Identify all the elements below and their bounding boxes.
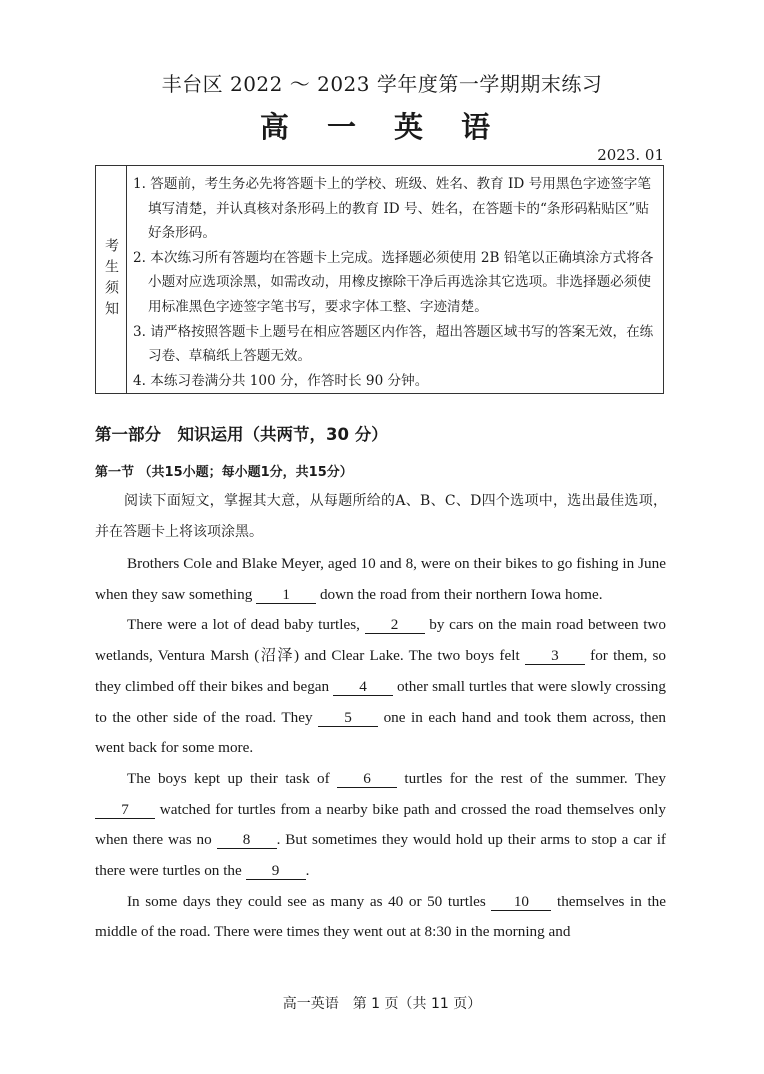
answer-blank: 2 [365, 617, 425, 634]
section-instruction: 阅读下面短文，掌握其大意，从每题所给的A、B、C、D四个选项中，选出最佳选项，并在答题卡上将该项涂黑。 [95, 493, 667, 540]
notice-item: 2. 本次练习所有答题均在答题卡上完成。选择题必须使用 2B 铅笔以正确填涂方式将各小题对应选项涂黑，如需改动，用橡皮擦除干净后再选涂其它选项。非选择题必须使用标准黑色字迹签字笔书写，要求字体工整、字迹清楚。 [133, 249, 654, 315]
notice-side-label [96, 166, 127, 393]
answer-blank: 7 [95, 802, 155, 819]
answer-blank: 10 [491, 894, 551, 911]
subject-title: 高 一 英 语 [259, 110, 505, 144]
passage-paragraph: There were a lot of dead baby turtles, 2 by cars on the main road between two wetlands, Ventura Marsh (沼泽) and Clear Lake. The two boys felt 3 for them, so they climbed off their bikes and began 4 other small turtles that were slowly crossing to the other side of the road. They 5 one in each hand and took them across, then went back for some more. [95, 616, 666, 757]
page-footer: 高一英语 第 1 页（共 11 页） [282, 996, 482, 1012]
candidate-notice-box [95, 165, 664, 394]
answer-blank: 6 [337, 771, 397, 788]
section-one-heading: 第一节 （共15小题；每小题1分，共15分） [95, 465, 353, 480]
cloze-passage [95, 549, 666, 948]
answer-blank: 5 [318, 710, 378, 727]
answer-blank: 3 [525, 648, 585, 665]
passage-paragraph: Brothers Cole and Blake Meyer, aged 10 and 8, were on their bikes to go fishing in June when they saw something 1 down the road from their northern Iowa home. [95, 555, 666, 603]
notice-item: 4. 本练习卷满分共 100 分，作答时长 90 分钟。 [133, 372, 429, 389]
answer-blank: 9 [246, 863, 306, 880]
notice-item: 1. 答题前，考生务必先将答题卡上的学校、班级、姓名、教育 ID 号用黑色字迹签字笔填写清楚，并认真核对条形码上的教育 ID 号、姓名，在答题卡的“条形码粘贴区”贴好条形码。 [133, 176, 651, 242]
notice-list [133, 172, 658, 393]
exam-date: 2023. 01 [597, 146, 664, 164]
part-one-heading: 第一部分 知识运用（共两节，30 分） [95, 425, 388, 444]
answer-blank: 1 [256, 587, 316, 604]
answer-blank: 4 [333, 679, 393, 696]
notice-item: 3. 请严格按照答题卡上题号在相应答题区内作答，超出答题区域书写的答案无效，在练习卷、草稿纸上答题无效。 [133, 323, 654, 365]
passage-paragraph: In some days they could see as many as 40 or 50 turtles 10 themselves in the middle of the road. There were times they went out at 8:30 in the morning and [95, 892, 666, 941]
notice-side-text: 考生须知 [103, 237, 119, 322]
passage-paragraph: The boys kept up their task of 6 turtles for the rest of the summer. They 7 watched for turtles from a nearby bike path and crossed the road themselves only when there was no 8 . But sometimes they would hold up their arms to stop a car if there were turtles on the 9 . [95, 769, 666, 880]
answer-blank: 8 [217, 832, 277, 849]
exam-title: 丰台区 2022 ～ 2023 学年度第一学期期末练习 [161, 72, 603, 96]
